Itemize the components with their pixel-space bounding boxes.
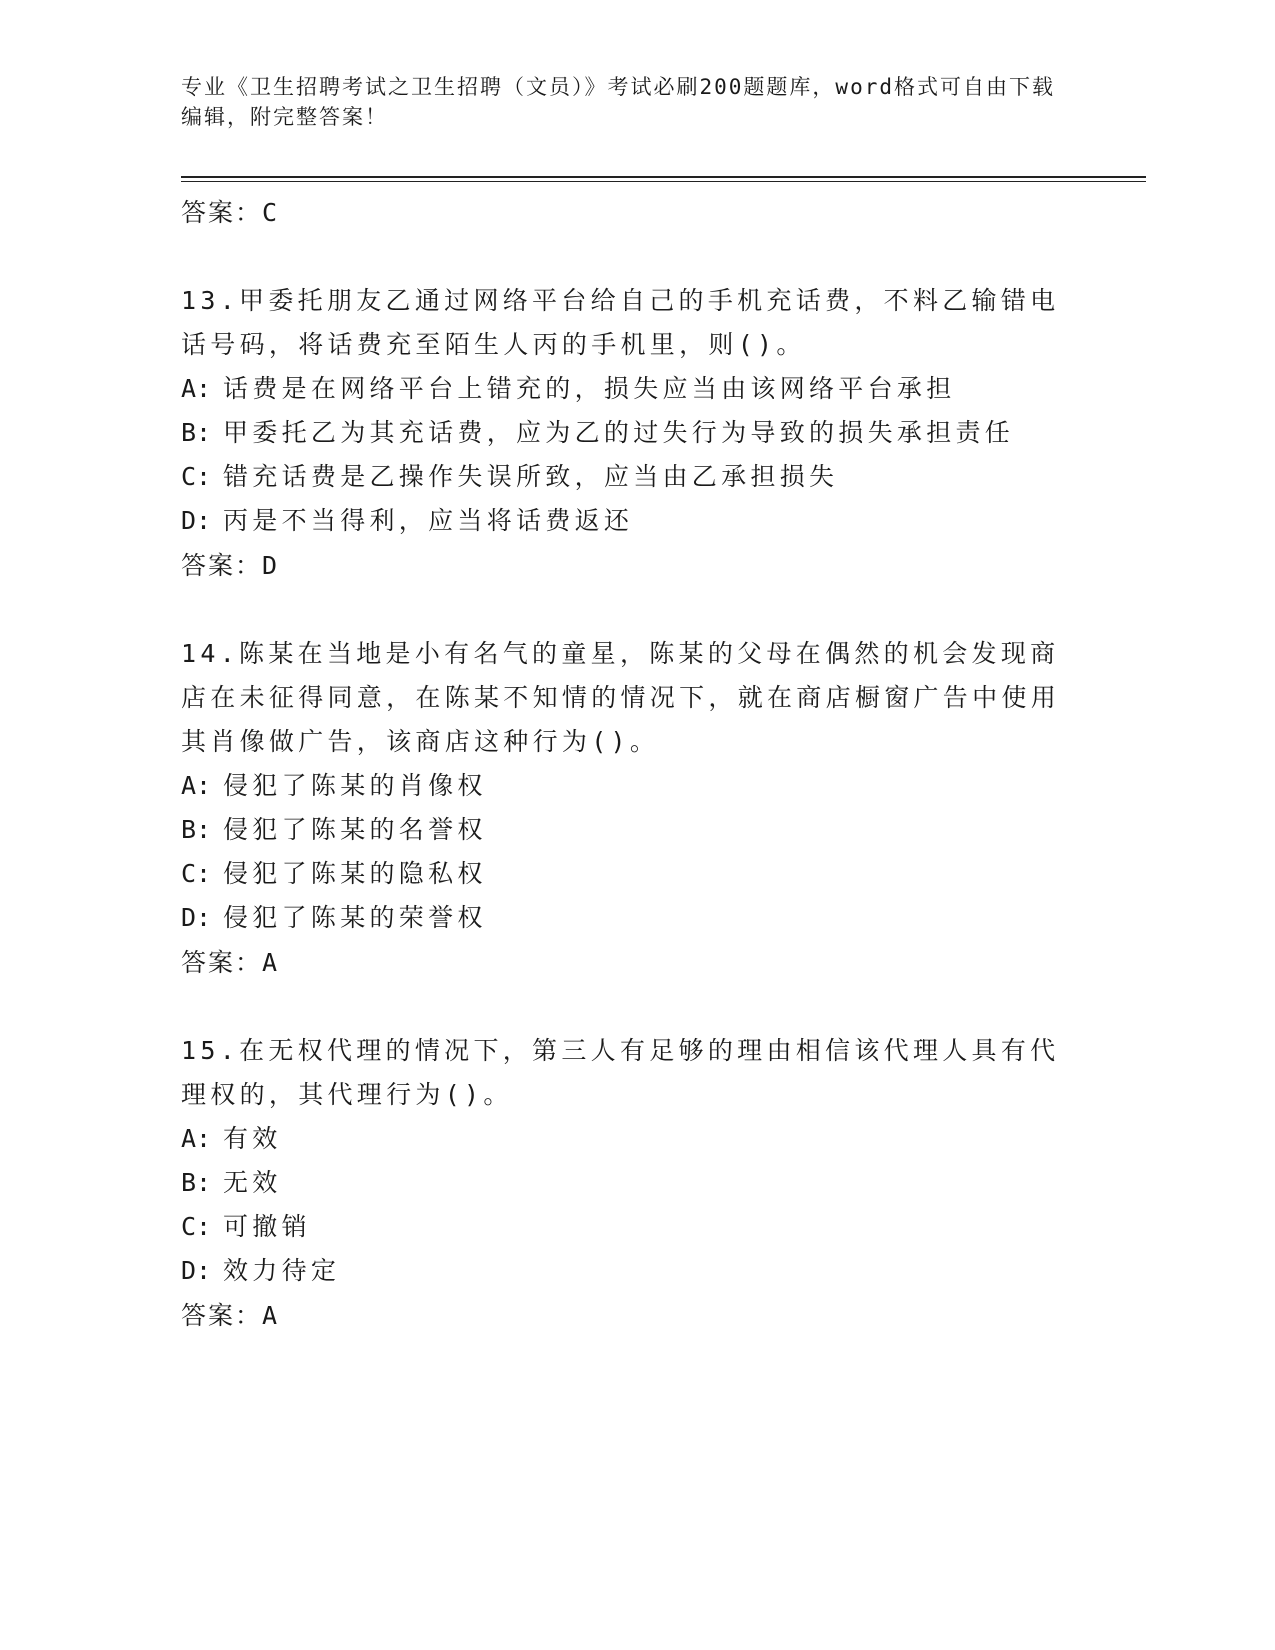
question-text: 13.甲委托朋友乙通过网络平台给自己的手机充话费，不料乙输错电话号码，将话费充至陌生人丙的手机里，则()。 [181,286,1060,359]
option-d [181,1249,1081,1293]
option-b [181,1161,1081,1205]
option-key: D: [181,903,212,932]
answer-value: D [262,551,279,580]
option-text: 效力待定 [223,1256,341,1285]
option-key: A: [181,771,212,800]
header-rule-thin [181,181,1146,182]
option-a [181,1117,1081,1161]
page-header: 专业《卫生招聘考试之卫生招聘（文员）》考试必刷200题题库，word格式可自由下载编辑，附完整答案！ [181,75,1055,129]
option-key: C: [181,859,212,888]
option-key: B: [181,418,212,447]
option-text: 侵犯了陈某的肖像权 [223,771,487,800]
answer-line [181,940,1081,985]
option-key: D: [181,1256,212,1285]
option-text: 无效 [223,1168,282,1197]
option-d [181,499,1081,543]
option-c [181,1205,1081,1249]
option-d [181,896,1081,940]
option-key: A: [181,374,212,403]
option-text: 侵犯了陈某的名誉权 [223,815,487,844]
option-a [181,764,1081,808]
answer-label: 答案： [181,1301,263,1330]
option-text: 丙是不当得利，应当将话费返还 [223,506,634,535]
option-key: D: [181,506,212,535]
option-a [181,367,1081,411]
option-text: 甲委托乙为其充话费，应为乙的过失行为导致的损失承担责任 [223,418,1015,447]
option-text: 错充话费是乙操作失误所致，应当由乙承担损失 [223,462,839,491]
header-rule-thick [181,176,1146,178]
option-text: 侵犯了陈某的隐私权 [223,859,487,888]
answer-label: 答案： [181,948,263,977]
option-c [181,852,1081,896]
option-key: B: [181,1168,212,1197]
answer-label: 答案： [181,198,263,227]
option-b [181,411,1081,455]
option-key: B: [181,815,212,844]
option-text: 侵犯了陈某的荣誉权 [223,903,487,932]
option-b [181,808,1081,852]
option-key: C: [181,1212,212,1241]
option-c [181,455,1081,499]
option-key: A: [181,1124,212,1153]
answer-value: C [262,198,279,227]
option-text: 可撤销 [223,1212,311,1241]
option-key: C: [181,462,212,491]
option-text: 有效 [223,1124,282,1153]
option-text: 话费是在网络平台上错充的，损失应当由该网络平台承担 [223,374,956,403]
document-content [181,190,1081,1338]
answer-value: A [262,948,279,977]
answer-line [181,1293,1081,1338]
question-14 [181,632,1081,985]
question-text: 14.陈某在当地是小有名气的童星，陈某的父母在偶然的机会发现商店在未征得同意，在陈某不知情的情况下，就在商店橱窗广告中使用其肖像做广告，该商店这种行为()。 [181,639,1061,756]
question-15 [181,1029,1081,1338]
answer-label: 答案： [181,551,263,580]
answer-value: A [262,1301,279,1330]
answer-line [181,543,1081,588]
question-text: 15.在无权代理的情况下，第三人有足够的理由相信该代理人具有代理权的，其代理行为()。 [181,1036,1060,1109]
answer-line [181,190,1081,235]
question-13 [181,279,1081,588]
